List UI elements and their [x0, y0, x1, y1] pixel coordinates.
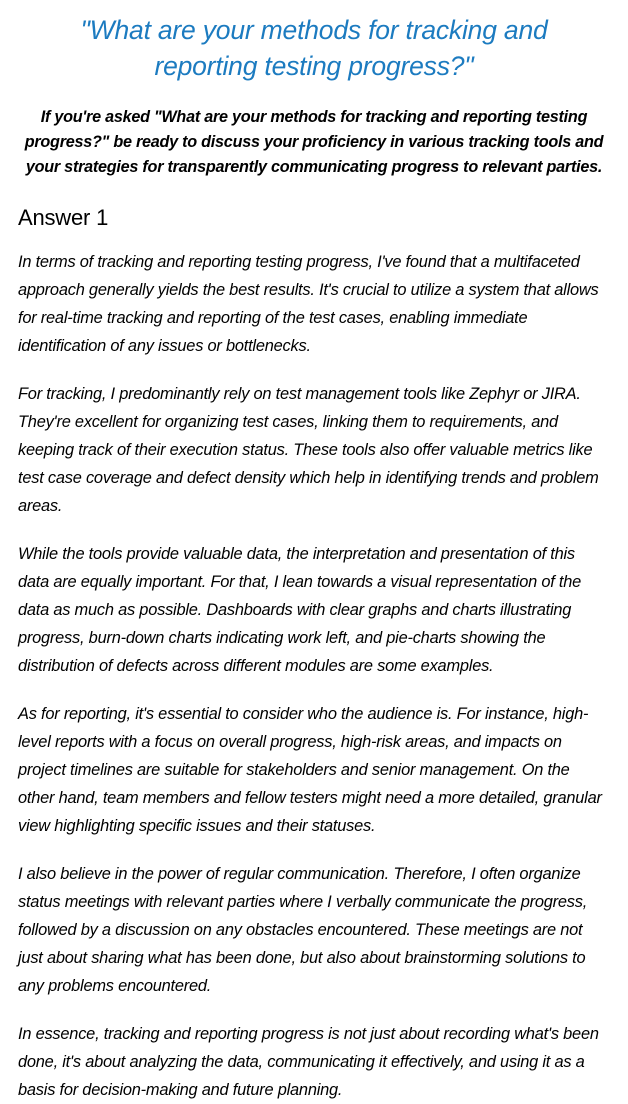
page-title: "What are your methods for tracking and reporting testing progress?" — [80, 15, 548, 81]
answer-body — [0, 232, 628, 1104]
answer-paragraph: For tracking, I predominantly rely on test management tools like Zephyr or JIRA. They're excellent for organizing test cases, linking them to requirements, and keeping track of their execution status. These tools also offer valuable metrics like test case coverage and defect density which help in identifying trends and problem areas. — [18, 385, 599, 515]
answer-paragraph: I also believe in the power of regular communication. Therefore, I often organize status meetings with relevant parties where I verbally communicate the progress, followed by a discussion on any obstacles encountered. These meetings are not just about sharing what has been done, but also about brainstorming solutions to any problems encountered. — [18, 865, 588, 995]
answer-paragraph: While the tools provide valuable data, the interpretation and presentation of this data are equally important. For that, I lean towards a visual representation of the data as much as possible. Dashboards with clear graphs and charts illustrating progress, burn-down charts indicating work left, and pie-charts showing the distribution of defects across different modules are some examples. — [18, 545, 582, 675]
answer-paragraph: As for reporting, it's essential to consider who the audience is. For instance, high-level reports with a focus on overall progress, high-risk areas, and impacts on project timelines are suitable for stakeholders and senior management. On the other hand, team members and fellow testers might need a more detailed, granular view highlighting specific issues and their statuses. — [18, 705, 602, 835]
answer-heading: Answer 1 — [18, 205, 109, 230]
answer-paragraph: In essence, tracking and reporting progress is not just about recording what's been done, it's about analyzing the data, communicating it effectively, and using it as a basis for decision-making and future planning. — [18, 1025, 599, 1099]
subtitle-lead-paragraph: If you're asked "What are your methods for tracking and reporting testing progress?" be ready to discuss your proficiency in various tracking tools and your strategies for transparently communicating progress to relevant parties. — [24, 108, 604, 176]
answer-paragraph: In terms of tracking and reporting testing progress, I've found that a multifaceted approach generally yields the best results. It's crucial to utilize a system that allows for real-time tracking and reporting of the test cases, enabling immediate identification of any issues or bottlenecks. — [18, 253, 599, 355]
